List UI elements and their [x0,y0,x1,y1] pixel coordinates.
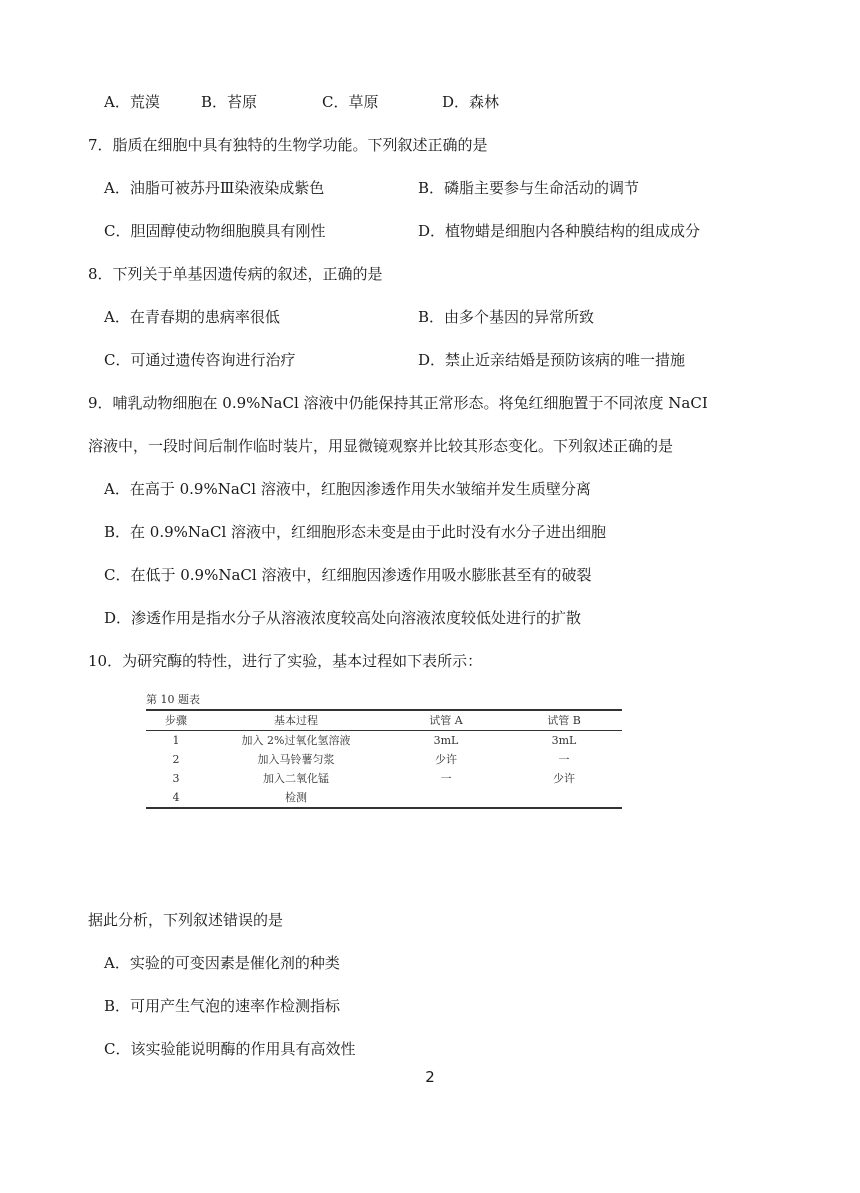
q7-stem: 7．脂质在细胞中具有独特的生物学功能。下列叙述正确的是 [88,136,488,154]
q6-option-b: B．苔原 [201,93,258,111]
cell-tube-a: 3mL [433,734,459,747]
cell-process: 加入 2%过氧化氢溶液 [241,734,351,747]
table-row [146,750,622,769]
cell-tube-a: 少许 [435,753,457,766]
q9-option-c: C．在低于 0.9%NaCl 溶液中，红细胞因渗透作用吸水膨胀甚至有的破裂 [104,566,592,584]
q8-option-b: B．由多个基因的异常所致 [418,308,595,326]
cell-process: 加入二氧化锰 [263,772,329,785]
cell-tube-a: 一 [440,772,452,785]
cell-step: 1 [172,734,180,747]
cell-step: 4 [172,791,180,804]
table-row [146,769,622,788]
cell-tube-b [506,788,622,808]
q8-option-c: C．可通过遗传咨询进行治疗 [104,351,296,369]
q6-option-d: D．森林 [442,93,500,111]
q7-option-c: C．胆固醇使动物细胞膜具有刚性 [104,222,326,240]
cell-process: 加入马铃薯匀浆 [257,753,335,766]
q10-option-a: A．实验的可变因素是催化剂的种类 [104,954,340,972]
page-number: 2 [425,1068,435,1086]
q10-option-b: B．可用产生气泡的速率作检测指标 [104,997,341,1015]
q7-option-b: B．磷脂主要参与生命活动的调节 [418,179,640,197]
header-process: 基本过程 [274,714,318,727]
table-header-row [146,710,622,731]
cell-tube-a [386,788,506,808]
q8-option-d: D．禁止近亲结婚是预防该病的唯一措施 [418,351,686,369]
cell-tube-b: 一 [558,753,570,766]
table-row [146,731,622,751]
q8-option-a: A．在青春期的患病率很低 [104,308,280,326]
table-caption: 第 10 题表 [146,693,200,706]
q10-option-c: C．该实验能说明酶的作用具有高效性 [104,1040,356,1058]
table-row [146,788,622,808]
q9-stem-line-1: 9．哺乳动物细胞在 0.9%NaCl 溶液中仍能保持其正常形态。将兔红细胞置于不同浓度 NaCI [88,394,708,412]
q9-option-b: B．在 0.9%NaCl 溶液中，红细胞形态未变是由于此时没有水分子进出细胞 [104,523,607,541]
q6-option-c: C．草原 [322,93,379,111]
header-step: 步骤 [165,714,187,727]
q6-option-a: A．荒漠 [104,93,160,111]
q9-option-a: A．在高于 0.9%NaCl 溶液中，红胞因渗透作用失水皱缩并发生质壁分离 [104,480,591,498]
cell-step: 3 [172,772,180,785]
header-tube-a: 试管 A [429,714,463,727]
q7-option-d: D．植物蜡是细胞内各种膜结构的组成成分 [418,222,701,240]
experiment-table [146,709,622,809]
q7-option-a: A．油脂可被苏丹Ⅲ染液染成紫色 [104,179,325,197]
q10-table-figure [146,693,622,809]
cell-tube-b: 3mL [551,734,577,747]
q9-stem-line-2: 溶液中，一段时间后制作临时装片，用显微镜观察并比较其形态变化。下列叙述正确的是 [88,437,674,455]
header-tube-b: 试管 B [547,714,581,727]
cell-step: 2 [172,753,180,766]
q9-option-d: D．渗透作用是指水分子从溶液浓度较高处向溶液浓度较低处进行的扩散 [104,609,582,627]
q10-followup: 据此分析，下列叙述错误的是 [88,911,284,929]
cell-process: 检测 [285,791,307,804]
q8-stem: 8．下列关于单基因遗传病的叙述，正确的是 [88,265,383,283]
q10-stem: 10．为研究酶的特性，进行了实验，基本过程如下表所示： [88,652,483,670]
cell-tube-b: 少许 [553,772,575,785]
